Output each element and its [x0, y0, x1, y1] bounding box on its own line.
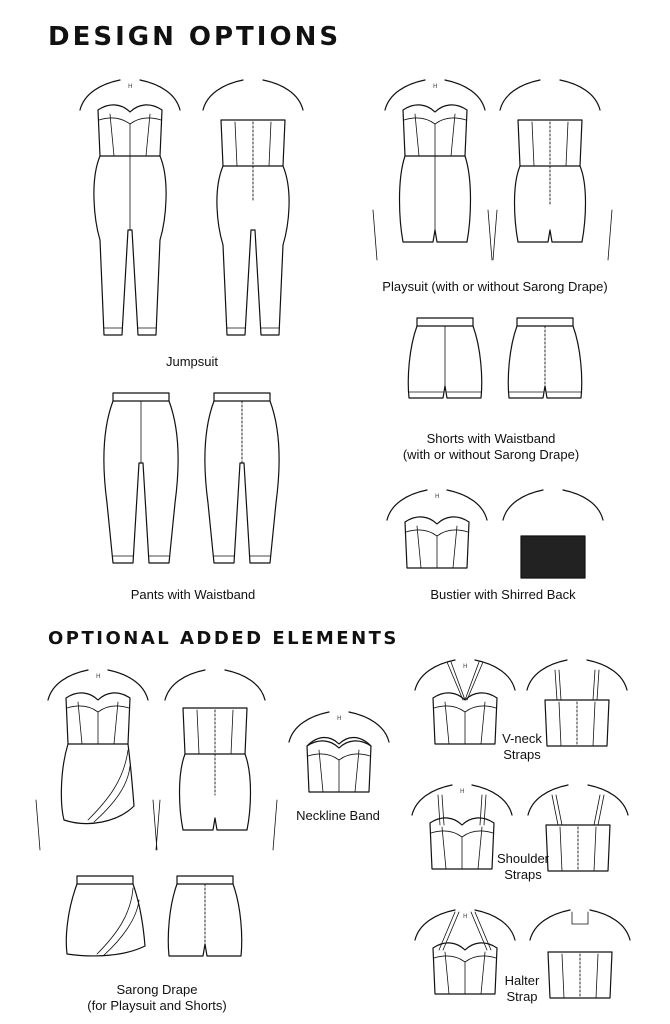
sarong-shorts-back-drawing [168, 876, 241, 956]
neck-marker: H [460, 788, 465, 795]
sarong-caption [64, 982, 250, 1014]
neckline-band-drawing [289, 712, 389, 792]
shorts-back-drawing [508, 318, 581, 398]
bustier-front-drawing [387, 490, 487, 568]
neckline-caption: Neckline Band [296, 808, 380, 823]
shoulder-caption-line2: Straps [504, 867, 542, 882]
playsuit-caption: Playsuit (with or without Sarong Drape) [382, 279, 608, 294]
optional-elements-heading: OPTIONAL ADDED ELEMENTS [48, 628, 399, 649]
halter-caption [492, 973, 552, 1005]
playsuit-back-drawing [488, 80, 612, 260]
playsuit-front-drawing [373, 80, 497, 260]
sarong-caption-line1: Sarong Drape [116, 982, 198, 997]
vneck-caption-line2: Straps [503, 747, 541, 762]
neck-marker: H [96, 673, 101, 680]
halter-caption-line1: Halter [504, 973, 540, 988]
neck-marker: H [433, 83, 438, 90]
neck-marker: H [435, 493, 440, 500]
sarong-playsuit-back-drawing [153, 670, 277, 850]
jumpsuit-back-drawing [203, 80, 303, 335]
neck-marker: H [128, 83, 133, 90]
sarong-shorts-front-drawing [66, 876, 145, 956]
pants-caption: Pants with Waistband [130, 587, 256, 602]
shorts-caption-line2: (with or without Sarong Drape) [402, 447, 580, 462]
neck-marker: H [337, 715, 342, 722]
neck-marker: H [463, 663, 468, 670]
shorts-caption [378, 431, 604, 463]
sarong-playsuit-front-drawing [36, 670, 160, 850]
shorts-front-drawing [408, 318, 481, 398]
sarong-caption-line2: (for Playsuit and Shorts) [87, 998, 227, 1013]
shorts-caption-line1: Shorts with Waistband [426, 431, 556, 446]
bustier-back-drawing [503, 490, 603, 578]
jumpsuit-caption: Jumpsuit [165, 354, 219, 369]
bustier-caption: Bustier with Shirred Back [430, 587, 576, 602]
halter-caption-line2: Strap [506, 989, 538, 1004]
vneck-caption-line1: V-neck [502, 731, 542, 746]
pants-front-drawing [104, 393, 178, 563]
pants-back-drawing [205, 393, 279, 563]
shoulder-caption [488, 851, 558, 883]
shoulder-caption-line1: Shoulder [496, 851, 550, 866]
vneck-caption [492, 731, 552, 763]
design-options-heading: DESIGN OPTIONS [48, 22, 342, 52]
neck-marker: H [463, 913, 468, 920]
jumpsuit-front-drawing [80, 80, 180, 335]
